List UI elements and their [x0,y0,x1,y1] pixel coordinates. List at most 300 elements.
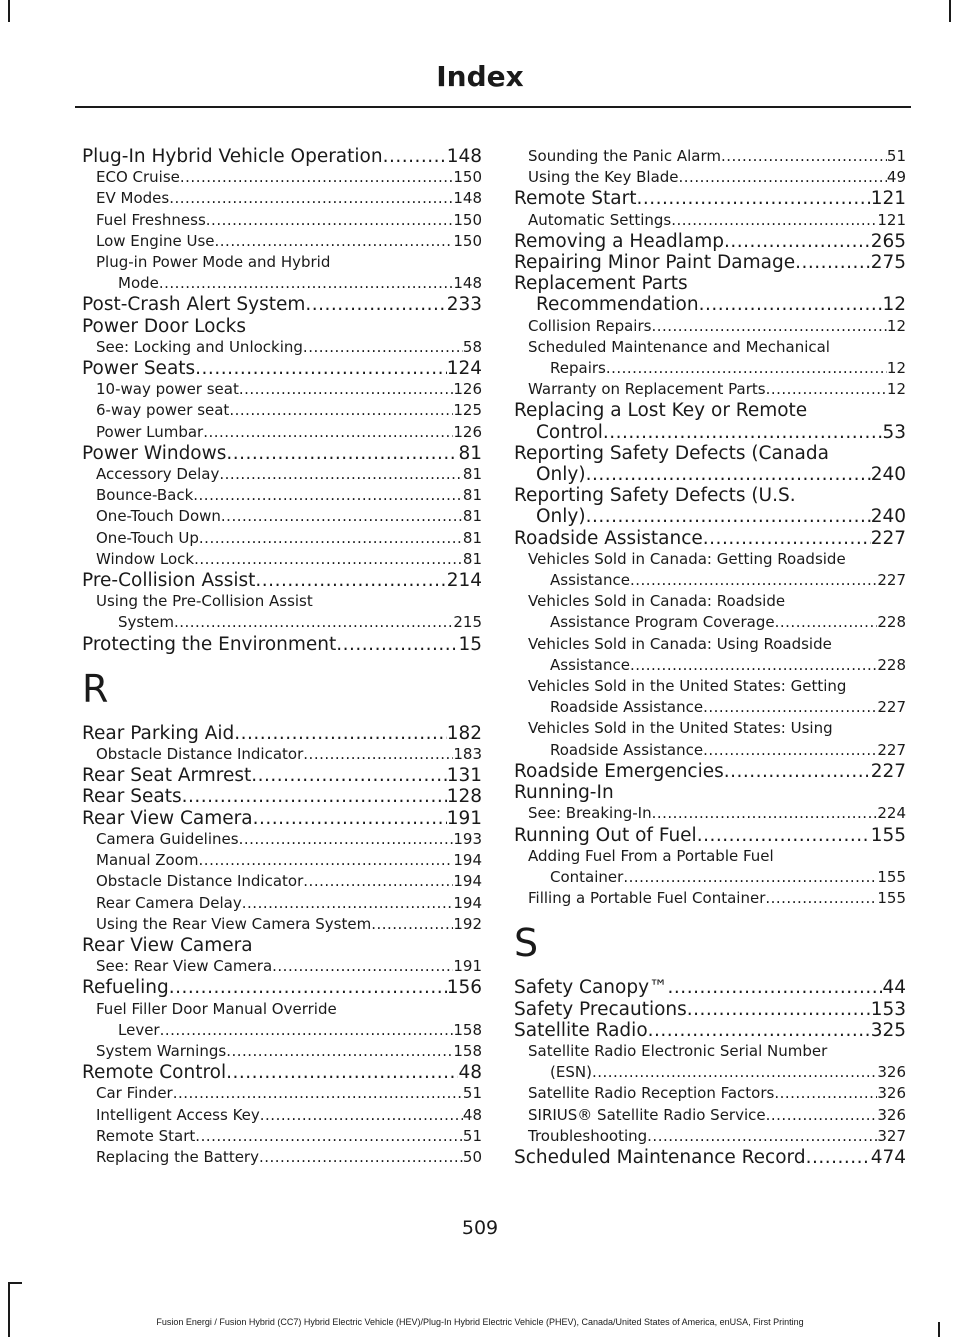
index-subentry [514,549,906,591]
entry-label: Plug-In Hybrid Vehicle Operation [82,146,383,167]
entry-label: Using the Pre-Collision Assist [96,592,313,611]
page-reference: 81 [462,486,482,505]
index-entry [514,761,906,782]
page-reference: 48 [462,1105,482,1124]
entry-label: Vehicles Sold in Canada: Roadside [528,592,786,611]
page-reference: 326 [877,1105,906,1124]
dot-leader [630,570,877,591]
index-subentry [82,1147,482,1168]
dot-leader [259,1147,463,1168]
entry-label: Intelligent Access Key [96,1105,260,1124]
dot-leader [651,316,886,337]
index-entry [514,1020,906,1041]
index-entry [82,294,482,315]
entry-label: Sounding the Panic Alarm [528,147,721,165]
index-subentry [514,1126,906,1147]
entry-label: Using the Key Blade [528,168,679,187]
page-reference: 155 [877,889,906,908]
entry-label: Automatic Settings [528,210,672,229]
entry-label: Fuel Filler Door Manual Override [96,999,337,1018]
dot-leader [226,1062,458,1083]
page-reference: 131 [446,765,482,787]
page-reference: 155 [877,867,906,886]
dot-leader [182,786,447,807]
entry-label: Refueling [82,977,169,999]
entry-label: Filling a Portable Fuel Container [528,889,766,908]
page-reference: 12 [886,359,906,378]
index-subentry [82,744,482,765]
dot-leader [174,612,453,633]
page-reference: 51 [462,1126,482,1145]
entry-label: ECO Cruise [96,168,180,187]
index-subentry [82,1083,482,1104]
entry-label: Rear View Camera [82,807,253,829]
dot-leader [206,210,454,231]
page-reference: 148 [453,274,482,293]
dot-leader [199,850,454,871]
index-entry [514,273,906,315]
entry-label: Obstacle Distance Indicator [96,745,304,764]
dot-leader [239,829,454,850]
entry-label: Scheduled Maintenance Record [514,1146,806,1168]
page-reference: 227 [877,698,906,717]
index-subentry [82,231,482,252]
index-subentry [82,528,482,549]
page-reference: 126 [453,422,482,441]
dot-leader [194,549,463,570]
page-reference: 150 [453,210,482,229]
entry-label: Remote Start [96,1126,196,1145]
index-subentry [514,676,906,718]
page-reference: 215 [453,613,482,632]
dot-leader [303,337,463,358]
entry-label: Removing a Headlamp [514,230,725,252]
page-reference: 81 [462,528,482,547]
page-reference: 275 [870,252,906,274]
page-reference: 240 [870,464,906,486]
dot-leader [251,765,446,786]
index-entry [82,146,482,167]
index-subentry [82,1126,482,1147]
index-subentry [514,379,906,400]
page-reference: 53 [882,421,906,443]
entry-label: (ESN) [550,1063,592,1082]
dot-leader [765,888,877,909]
page-reference: 156 [446,977,482,999]
index-entry [82,443,482,464]
index-entry [82,977,482,998]
dot-leader [226,443,458,464]
dot-leader [383,146,447,167]
page-reference: 121 [870,188,906,210]
page-reference: 194 [453,851,482,870]
page-reference: 326 [877,1084,906,1103]
index-subentry [82,400,482,421]
dot-leader [603,422,883,443]
entry-label: Assistance [550,571,630,590]
dot-leader [215,231,454,252]
index-subentry [82,591,482,633]
dot-leader [169,188,453,209]
index-subentry [82,829,482,850]
index-subentry [82,914,482,935]
page-reference: 194 [453,893,482,912]
index-subentry [82,1041,482,1062]
index-subentry [514,1105,906,1126]
entry-label: Repairs [550,359,606,378]
dot-leader [272,956,453,977]
entry-label: Repairing Minor Paint Damage [514,252,796,274]
dot-leader [687,999,871,1020]
dot-leader [647,1126,877,1147]
index-subentry [82,210,482,231]
dot-leader [679,167,887,188]
page-reference: 81 [462,549,482,568]
entry-label: Car Finder [96,1084,173,1103]
entry-label: Only) [536,506,586,528]
dot-leader [226,1041,453,1062]
page-reference: 44 [882,977,906,999]
entry-label: Satellite Radio [514,1019,648,1041]
index-entry [82,786,482,807]
dot-leader [699,294,883,315]
page-title: Index [436,60,524,93]
dot-leader [173,1083,463,1104]
index-entry [514,485,906,527]
dot-leader [586,464,871,485]
page-reference: 124 [446,358,482,380]
page-reference: 193 [453,829,482,848]
page-reference: 126 [453,380,482,399]
page-reference: 191 [453,957,482,976]
page-reference: 183 [453,745,482,764]
index-subentry [514,167,906,188]
index-subentry [514,718,906,760]
entry-label: Mode [118,274,159,293]
dot-leader [303,871,453,892]
entry-label: Scheduled Maintenance and Mechanical [528,337,830,356]
dot-leader [169,977,447,998]
dot-leader [221,506,463,527]
entry-label: Post-Crash Alert System [82,294,306,316]
entry-label: Accessory Delay [96,465,220,484]
index-entry [514,825,906,846]
entry-label: EV Modes [96,189,170,208]
entry-label: Collision Repairs [528,316,652,335]
dot-leader [592,1062,877,1083]
page-reference: 227 [870,527,906,549]
index-subentry [514,316,906,337]
page-reference: 227 [877,740,906,759]
dot-leader [159,273,453,294]
entry-label: Rear Seat Armrest [82,765,252,787]
dot-leader [766,379,887,400]
entry-label: Satellite Radio Reception Factors [528,1084,775,1103]
entry-label: Reporting Safety Defects (Canada [514,442,829,464]
page-reference: 50 [462,1147,482,1166]
entry-label: SIRIUS® Satellite Radio Service [528,1105,766,1124]
index-subentry [82,549,482,570]
index-entry [514,252,906,273]
dot-leader [724,231,871,252]
entry-label: Low Engine Use [96,231,215,250]
page-reference: 12 [882,294,906,316]
entry-label: Recommendation [536,294,699,316]
entry-label: Roadside Assistance [550,740,704,759]
entry-label: Power Door Locks [82,315,247,337]
entry-label: Window Lock [96,549,195,568]
page-reference: 227 [877,571,906,590]
entry-label: Vehicles Sold in the United States: Getting [528,677,847,696]
index-entry [82,935,482,956]
entry-label: Replacing the Battery [96,1147,259,1166]
index-subentry [514,846,906,888]
index-subentry [514,1041,906,1083]
index-subentry [82,956,482,977]
entry-label: Vehicles Sold in the United States: Using [528,719,833,738]
dot-leader [180,167,453,188]
dot-leader [260,1105,463,1126]
dot-leader [229,400,453,421]
entry-label: Satellite Radio Electronic Serial Number [528,1041,828,1060]
page-reference: 128 [446,786,482,808]
page-reference: 192 [453,914,482,933]
page-reference: 51 [886,147,906,165]
page-reference: 148 [446,146,482,167]
entry-label: Assistance [550,655,630,674]
entry-label: Warranty on Replacement Parts [528,380,766,399]
page-reference: 474 [870,1146,906,1168]
index-subentry [514,210,906,231]
index-subentry [514,146,906,167]
page-reference: 125 [453,401,482,420]
dot-leader [766,1105,878,1126]
entry-label: Roadside Assistance [550,698,704,717]
page-reference: 325 [870,1019,906,1041]
entry-label: Lever [118,1020,160,1039]
dot-leader [255,570,446,591]
index-entry [514,231,906,252]
dot-leader [774,1083,877,1104]
index-entry [514,999,906,1020]
index-subentry [82,188,482,209]
entry-label: Rear Parking Aid [82,722,235,744]
index-entry [514,443,906,485]
dot-leader [775,612,878,633]
dot-leader [199,528,463,549]
dot-leader [336,634,458,655]
page-reference: 327 [877,1126,906,1145]
dot-leader [648,1020,871,1041]
index-subentry [514,634,906,676]
dot-leader [721,146,887,167]
dot-leader [305,294,446,315]
crop-mark-top-right [949,0,951,22]
entry-label: Rear Seats [82,786,182,808]
page-reference: 227 [870,760,906,782]
section-letter [514,909,906,977]
index-entry [514,1147,906,1168]
index-subentry [82,871,482,892]
entry-label: One-Touch Up [96,528,199,547]
page-reference: 48 [458,1062,482,1084]
page-reference: 58 [462,337,482,356]
entry-label: Power Windows [82,442,227,464]
page-reference: 191 [446,807,482,829]
dot-leader [606,358,887,379]
crop-mark-bottom-left-h [8,1282,22,1284]
entry-label: One-Touch Down [96,507,221,526]
entry-label: See: Breaking-In [528,804,652,823]
index-entry [514,782,906,803]
entry-label: Running Out of Fuel [514,824,697,846]
entry-label: Rear View Camera [82,934,253,956]
index-subentry [82,850,482,871]
index-subentry [82,167,482,188]
page-reference: 224 [877,804,906,823]
dot-leader [703,697,877,718]
index-subentry [82,893,482,914]
index-subentry [82,464,482,485]
entry-label: Troubleshooting [528,1126,648,1145]
page-reference: 228 [877,655,906,674]
entry-label: Rear Camera Delay [96,893,242,912]
entry-label: Replacement Parts [514,273,688,295]
entry-label: Bounce-Back [96,486,194,505]
page-reference: 121 [877,210,906,229]
dot-leader [219,464,463,485]
dot-leader [630,655,877,676]
page-reference: 155 [870,824,906,846]
index-subentry [514,803,906,824]
entry-label: Manual Zoom [96,851,199,870]
dot-leader [193,485,463,506]
entry-label: Camera Guidelines [96,829,239,848]
entry-label: Replacing a Lost Key or Remote [514,400,808,422]
entry-label: Vehicles Sold in Canada: Getting Roadside [528,549,846,568]
page-reference: 148 [453,189,482,208]
index-column-left [82,146,482,1168]
entry-label: Protecting the Environment [82,633,337,655]
page-reference: 150 [453,168,482,187]
dot-leader [703,740,877,761]
dot-leader [303,744,453,765]
page-reference: 240 [870,506,906,528]
page-reference: 150 [453,231,482,250]
dot-leader [806,1147,871,1168]
entry-label: Reporting Safety Defects (U.S. [514,485,796,507]
entry-label: Using the Rear View Camera System [96,914,372,933]
page-reference: 81 [462,465,482,484]
index-subentry [514,888,906,909]
footer-text: Fusion Energi / Fusion Hybrid (CC7) Hybrid Electric Vehicle (HEV)/Plug-In Hybrid Electric Vehicle (PHEV), Canada/United States of America, enUSA, First Printing [156,1317,804,1327]
entry-label: Obstacle Distance Indicator [96,872,304,891]
entry-label: System Warnings [96,1041,227,1060]
index-entry [514,188,906,209]
dot-leader [234,723,446,744]
dot-leader [623,867,877,888]
index-subentry [82,422,482,443]
dot-leader [160,1020,454,1041]
index-entry [514,977,906,998]
page-reference: 158 [453,1041,482,1060]
entry-label: Control [536,421,603,443]
dot-leader [253,808,447,829]
entry-label: See: Rear View Camera [96,957,273,976]
dot-leader [703,528,871,549]
page-reference: 15 [458,633,482,655]
index-subentry [82,337,482,358]
entry-label: System [118,613,174,632]
index-subentry [82,1105,482,1126]
index-entry [82,723,482,744]
index-subentry [82,999,482,1041]
index-subentry [82,252,482,294]
crop-mark-top-left [8,0,10,22]
entry-label: Vehicles Sold in Canada: Using Roadside [528,634,832,653]
index-entry [82,358,482,379]
dot-leader [724,761,871,782]
dot-leader [652,803,878,824]
entry-label: Plug-in Power Mode and Hybrid [96,253,331,272]
header-rule [75,106,911,108]
dot-leader [195,358,447,379]
index-subentry [514,337,906,379]
index-column-right [514,146,906,1168]
entry-label: 10-way power seat [96,380,239,399]
dot-leader [671,210,877,231]
letter-label: S [514,921,539,966]
index-entry [82,765,482,786]
page-number: 509 [461,1217,499,1239]
index-subentry [82,506,482,527]
section-letter [82,655,482,723]
letter-label: R [82,666,109,711]
page-reference: 214 [446,570,482,592]
page-reference: 81 [458,442,482,464]
entry-label: Roadside Emergencies [514,760,724,782]
entry-label: Container [550,867,624,886]
entry-label: Safety Canopy™ [514,977,668,999]
entry-label: Assistance Program Coverage [550,613,775,632]
dot-leader [668,977,883,998]
dot-leader [697,825,871,846]
entry-label: Pre-Collision Assist [82,570,256,592]
dot-leader [242,893,454,914]
page-reference: 81 [462,507,482,526]
page-reference: 182 [446,722,482,744]
dot-leader [195,1126,463,1147]
page-reference: 265 [870,230,906,252]
dot-leader [203,422,453,443]
entry-label: See: Locking and Unlocking [96,337,303,356]
dot-leader [371,914,453,935]
entry-label: Remote Control [82,1062,227,1084]
page-reference: 12 [886,316,906,335]
page-reference: 194 [453,872,482,891]
entry-label: Roadside Assistance [514,527,703,549]
entry-label: Fuel Freshness [96,210,206,229]
entry-label: Safety Precautions [514,998,687,1020]
index-entry [514,400,906,442]
index-entry [82,1062,482,1083]
crop-mark-bottom-left [8,1282,10,1337]
page-reference: 158 [453,1020,482,1039]
index-subentry [514,591,906,633]
page-reference: 12 [886,380,906,399]
entry-label: Adding Fuel From a Portable Fuel [528,846,774,865]
dot-leader [795,252,871,273]
